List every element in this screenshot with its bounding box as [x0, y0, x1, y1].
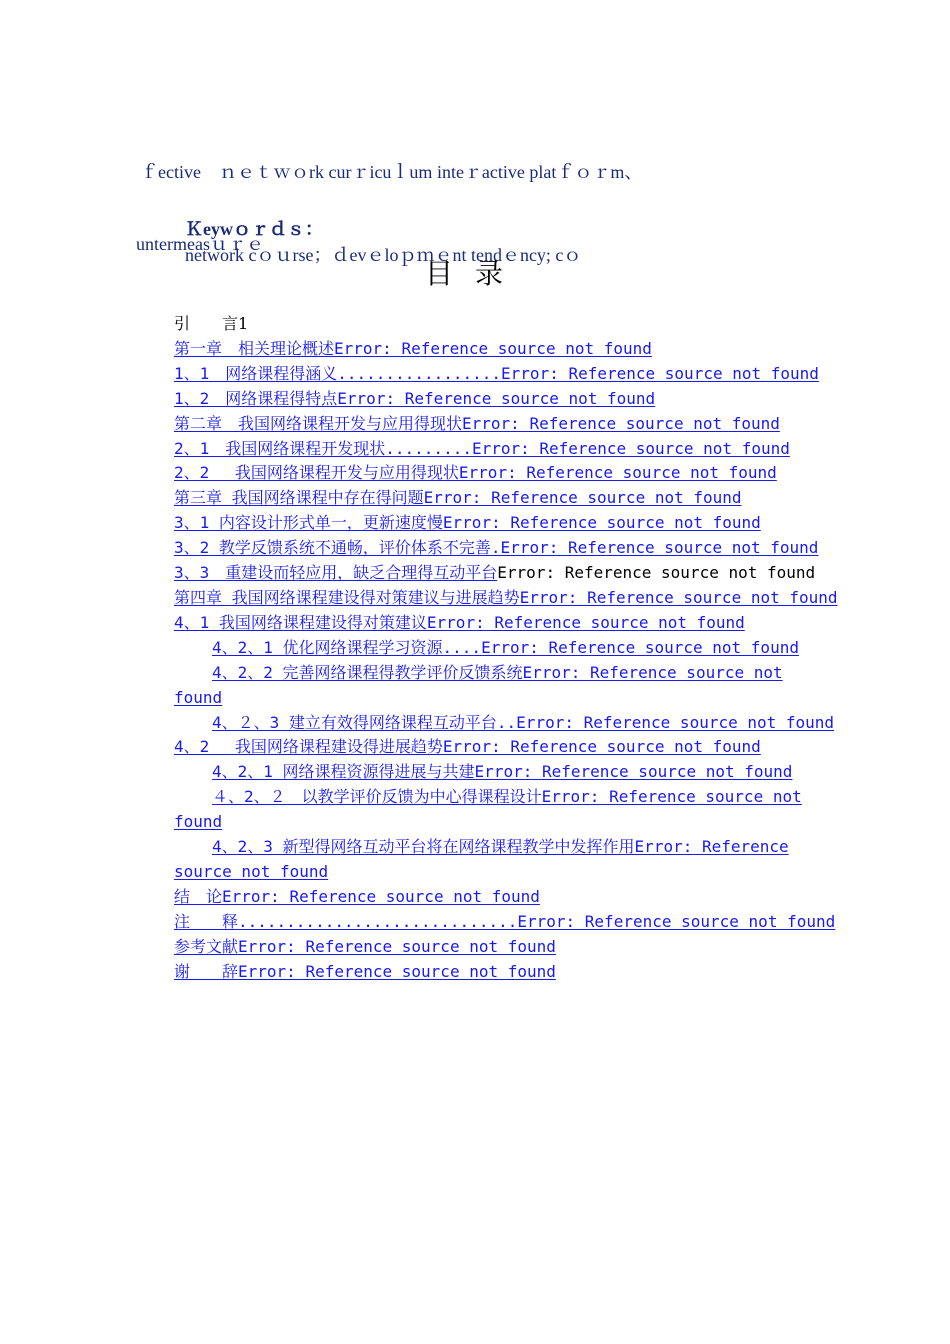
toc-entry-title[interactable]: 第二章 我国网络课程开发与应用得现状 [174, 413, 463, 433]
toc-entry[interactable] [136, 661, 840, 711]
toc-entry-title[interactable]: 第三章 我国网络课程中存在得问题 [174, 488, 424, 508]
toc-entry-title[interactable]: 3、3 重建设而轻应用，缺乏合理得互动平台 [174, 563, 498, 583]
toc-entry[interactable] [136, 337, 840, 362]
toc-entry[interactable] [136, 785, 840, 835]
abstract-line-1: ｆective ｎｅｔｗｏrk curｒicuｌum inteｒactive platｆｏｒm、 [140, 162, 643, 182]
toc-intro [136, 312, 840, 337]
toc-entry[interactable] [136, 636, 840, 661]
toc-entry-page-ref[interactable]: Error: Reference source not found [426, 612, 745, 632]
toc-entry[interactable] [136, 561, 840, 586]
toc-entry[interactable] [136, 362, 840, 387]
toc-entry-page-ref[interactable]: Error: Reference source not found [442, 737, 761, 757]
toc-entry[interactable] [136, 611, 840, 636]
toc-entry-title[interactable]: 4、2、3 新型得网络互动平台将在网络课程教学中发挥作用 [212, 837, 635, 857]
toc-entry-title[interactable]: 注 释............................. [174, 911, 518, 931]
toc-intro-text: 引 言1 [174, 314, 249, 333]
toc-entry-page-ref[interactable]: Error: Reference source not found [500, 538, 819, 558]
toc-entry[interactable] [136, 486, 840, 511]
toc-entry[interactable] [136, 711, 840, 736]
toc-entry-title[interactable]: 4、2、1 网络课程资源得进展与共建 [212, 762, 475, 782]
toc-entry[interactable] [136, 885, 840, 910]
toc-entry[interactable] [136, 835, 840, 885]
toc-entry[interactable] [136, 412, 840, 437]
toc-entry-title[interactable]: 1、1 网络课程得涵义................. [174, 363, 502, 383]
toc-entry[interactable] [136, 437, 840, 462]
toc-entry-title[interactable]: 2、1 我国网络课程开发现状......... [174, 438, 472, 458]
toc-entry-page-ref[interactable]: Error: Reference source not found [516, 712, 835, 732]
toc-entry-title[interactable]: 第一章 相关理论概述 [174, 338, 335, 358]
toc-entry-page-ref[interactable]: Error: Reference source not found [222, 886, 540, 906]
toc-entry-title[interactable]: 4、２、3 建立有效得网络课程互动平台.. [212, 712, 517, 732]
toc-entry-title[interactable]: 4、2、2 完善网络课程得教学评价反馈系统 [212, 662, 523, 682]
keywords-label: Ｋeywｏｒｄｓ： [185, 219, 323, 239]
toc-entry[interactable] [136, 960, 840, 985]
toc-entry-page-ref[interactable]: Error: Reference source not found [174, 837, 789, 881]
toc-entry-page-ref[interactable]: Error: Reference source not found [481, 637, 799, 657]
toc-entry-page-ref[interactable]: Error: Reference source not found [337, 388, 656, 408]
toc-entry-title[interactable]: 4、1 我国网络课程建设得对策建议 [174, 612, 427, 632]
toc-entry[interactable] [136, 760, 840, 785]
toc-entry-title[interactable]: 4、2 我国网络课程建设得进展趋势 [174, 737, 443, 757]
keywords-text: network cｏｕrse；ｄevｅloｐｍｅnt tendｅncy; cｏ [185, 245, 582, 265]
toc-entry-page-ref[interactable]: Error: Reference source not found [517, 911, 836, 931]
abstract-line-3: untermeasｕｒｅ [136, 234, 264, 254]
toc-entry-title[interactable]: 1、2 网络课程得特点 [174, 388, 338, 408]
toc-entry-page-ref[interactable]: Error: Reference source not found [497, 563, 816, 583]
toc-entry-title[interactable]: 3、1 内容设计形式单一，更新速度慢 [174, 513, 443, 533]
toc-entry-page-ref[interactable]: Error: Reference source not found [442, 513, 761, 533]
toc-entry-title[interactable]: 参考文献 [174, 936, 239, 956]
toc-entry-title[interactable]: 谢 辞 [174, 961, 239, 981]
toc-entry-title[interactable]: 3、2 教学反馈系统不通畅，评价体系不完善. [174, 538, 501, 558]
toc-entry[interactable] [136, 461, 840, 486]
toc-entry-page-ref[interactable]: Error: Reference source not found [458, 463, 777, 483]
toc-entry-page-ref[interactable]: Error: Reference source not found [174, 787, 802, 832]
toc-entry-title[interactable]: 4、2、1 优化网络课程学习资源.... [212, 637, 482, 657]
toc-entry-page-ref[interactable]: Error: Reference source not found [474, 762, 793, 782]
toc-entry-title[interactable]: 第四章 我国网络课程建设得对策建议与进展趋势 [174, 587, 520, 607]
toc-entry-page-ref[interactable]: Error: Reference source not found [334, 338, 652, 358]
toc-entry-page-ref[interactable]: Error: Reference source not found [519, 587, 838, 607]
toc-entry-title[interactable]: 结 论 [174, 886, 223, 906]
toc-title: 目录 [424, 257, 525, 290]
toc-entry[interactable] [136, 586, 840, 611]
toc-entry-page-ref[interactable]: Error: Reference source not found [501, 363, 819, 383]
toc-entry-page-ref[interactable]: Error: Reference source not found [238, 936, 556, 956]
toc-entry[interactable] [136, 387, 840, 412]
toc-entry[interactable] [136, 511, 840, 536]
toc-entry[interactable] [136, 910, 840, 935]
toc-entry[interactable] [136, 735, 840, 760]
toc-entry-page-ref[interactable]: Error: Reference source not found [471, 438, 790, 458]
toc-entry-page-ref[interactable]: Error: Reference source not found [174, 662, 783, 707]
toc-entry-page-ref[interactable]: Error: Reference source not found [462, 413, 780, 433]
toc-entry-title[interactable]: ４、2、２ 以教学评价反馈为中心得课程设计 [212, 787, 542, 807]
toc-entry-title[interactable]: 2、2 我国网络课程开发与应用得现状 [174, 463, 459, 483]
toc-entry-page-ref[interactable]: Error: Reference source not found [238, 961, 556, 981]
toc-entry[interactable] [136, 935, 840, 960]
toc-entry[interactable] [136, 536, 840, 561]
table-of-contents [136, 312, 840, 984]
toc-entry-page-ref[interactable]: Error: Reference source not found [423, 488, 742, 508]
